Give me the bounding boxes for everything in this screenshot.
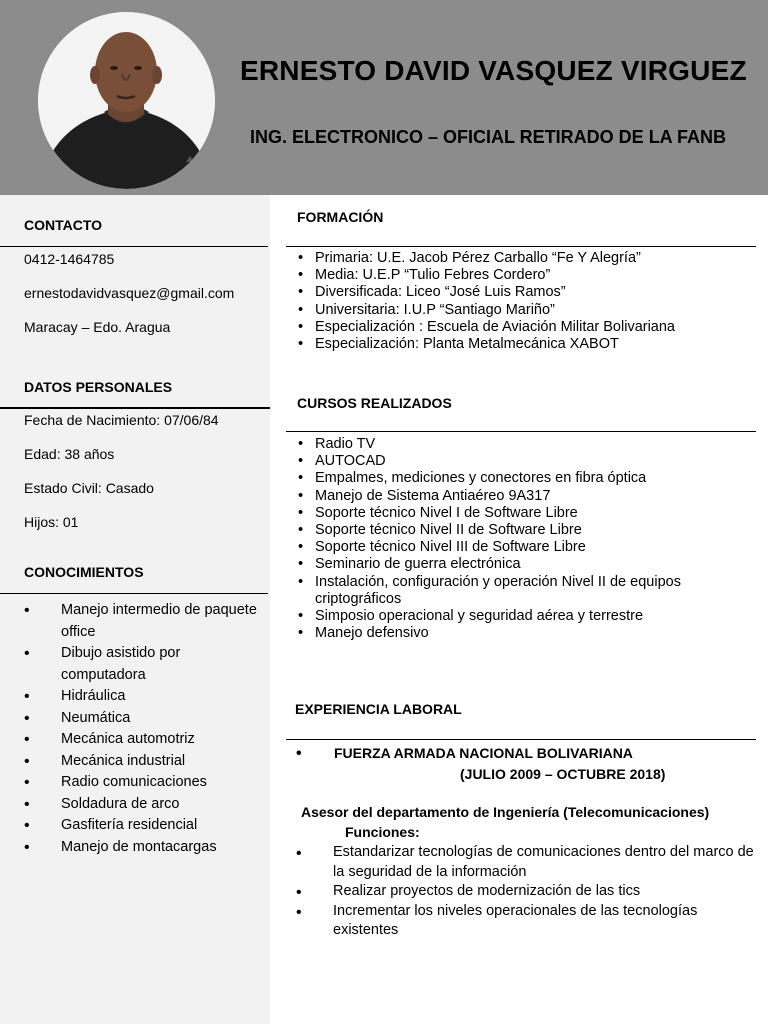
list-item: • Especialización: Planta Metalmecánica XABOT bbox=[298, 336, 619, 353]
bullet-icon: • bbox=[24, 752, 30, 770]
courses-list bbox=[296, 436, 756, 642]
list-item: • Radio TV bbox=[298, 436, 376, 452]
bullet-icon: • bbox=[24, 602, 30, 619]
candidate-name: ERNESTO DAVID VASQUEZ VIRGUEZ bbox=[240, 55, 747, 86]
contact-title: CONTACTO bbox=[24, 217, 103, 233]
bullet-icon: • bbox=[296, 845, 302, 862]
personal-title: DATOS PERSONALES bbox=[24, 379, 173, 395]
bullet-icon: • bbox=[298, 453, 304, 470]
bullet-icon: • bbox=[298, 539, 304, 556]
list-item: • Dibujo asistido por computadora bbox=[24, 645, 181, 683]
bullet-icon: • bbox=[298, 556, 304, 573]
bullet-icon: • bbox=[298, 625, 304, 642]
list-item: • Manejo de montacargas bbox=[22, 837, 267, 859]
list-item: • Mecánica industrial bbox=[22, 751, 267, 773]
bullet-icon: • bbox=[296, 884, 302, 901]
bullet-icon: • bbox=[298, 436, 304, 452]
list-item: • Manejo intermedio de paquete office bbox=[24, 602, 257, 640]
bullet-icon: • bbox=[298, 318, 304, 335]
bullet-icon: • bbox=[298, 301, 304, 318]
experience-period: (JULIO 2009 – OCTUBRE 2018) bbox=[460, 766, 666, 782]
experience-role: Asesor del departamento de Ingeniería (Telecomunicaciones) bbox=[301, 804, 710, 820]
list-item: • Diversificada: Liceo “José Luis Ramos” bbox=[298, 284, 566, 301]
courses-divider bbox=[286, 431, 756, 432]
contact-email: ernestodavidvasquez@gmail.com bbox=[24, 285, 235, 301]
personal-civil-status: Estado Civil: Casado bbox=[24, 480, 154, 496]
list-item: • Mecánica automotriz bbox=[22, 729, 267, 751]
knowledge-divider bbox=[0, 593, 268, 594]
list-item: • Estandarizar tecnologías de comunicaciones dentro del marco de la seguridad de la información bbox=[296, 844, 754, 880]
experience-title: EXPERIENCIA LABORAL bbox=[295, 701, 462, 717]
experience-divider bbox=[286, 739, 756, 740]
experience-employer: • FUERZA ARMADA NACIONAL BOLIVARIANA bbox=[296, 745, 633, 762]
bullet-icon: • bbox=[24, 709, 30, 727]
list-item: • Soporte técnico Nivel II de Software Libre bbox=[298, 522, 582, 539]
bullet-icon: • bbox=[298, 487, 304, 504]
list-item: • Media: U.E.P “Tulio Febres Cordero” bbox=[298, 267, 551, 284]
list-item: • Especialización : Escuela de Aviación Militar Bolivariana bbox=[298, 318, 676, 335]
candidate-subtitle: ING. ELECTRONICO – OFICIAL RETIRADO DE LA FANB bbox=[250, 127, 727, 147]
courses-title: CURSOS REALIZADOS bbox=[297, 395, 452, 411]
bullet-icon: • bbox=[298, 336, 304, 353]
list-item: • Primaria: U.E. Jacob Pérez Carballo “Fe Y Alegría” bbox=[298, 250, 641, 266]
bullet-icon: • bbox=[298, 504, 304, 521]
header-banner bbox=[0, 0, 768, 195]
bullet-icon: • bbox=[298, 522, 304, 539]
list-item: • Instalación, configuración y operación Nivel II de equipos criptográficos bbox=[298, 573, 681, 607]
bullet-icon: • bbox=[24, 731, 30, 748]
bullet-icon: • bbox=[24, 838, 30, 856]
list-item: • Realizar proyectos de modernización de las tics bbox=[296, 883, 641, 901]
list-item: • Soldadura de arco bbox=[22, 794, 267, 816]
knowledge-title: CONOCIMIENTOS bbox=[24, 564, 144, 580]
bullet-icon: • bbox=[298, 250, 304, 266]
education-title: FORMACIÓN bbox=[297, 209, 384, 225]
list-item: • Manejo de Sistema Antiaéreo 9A317 bbox=[298, 487, 551, 504]
experience-functions-list bbox=[296, 843, 756, 941]
list-item: • Hidráulica bbox=[22, 686, 267, 708]
list-item: • Radio comunicaciones bbox=[22, 772, 267, 794]
bullet-icon: • bbox=[24, 645, 30, 662]
list-item: • Soporte técnico Nivel III de Software Libre bbox=[298, 539, 586, 556]
list-item: • AUTOCAD bbox=[298, 453, 386, 470]
education-list bbox=[296, 250, 756, 353]
list-item: • Manejo defensivo bbox=[298, 625, 429, 642]
list-item: • Universitaria: I.U.P “Santiago Mariño” bbox=[298, 301, 555, 318]
education-divider bbox=[286, 246, 756, 247]
bullet-icon: • bbox=[24, 795, 30, 813]
bullet-icon: • bbox=[24, 688, 30, 705]
personal-divider bbox=[0, 407, 270, 409]
bullet-icon: • bbox=[298, 284, 304, 301]
profile-photo bbox=[38, 12, 215, 189]
person-portrait-icon bbox=[38, 12, 215, 189]
bullet-icon: • bbox=[298, 573, 304, 590]
list-item: • Seminario de guerra electrónica bbox=[298, 556, 521, 573]
bullet-icon: • bbox=[298, 470, 304, 487]
experience-functions-label: Funciones: bbox=[345, 824, 420, 840]
list-item: • Simposio operacional y seguridad aérea y terrestre bbox=[298, 608, 644, 625]
bullet-icon: • bbox=[298, 608, 304, 625]
bullet-icon: • bbox=[24, 817, 30, 834]
list-item: • Neumática bbox=[22, 708, 267, 730]
list-item: • Incrementar los niveles operacionales de las tecnologías existentes bbox=[296, 902, 698, 938]
bullet-icon: • bbox=[296, 903, 302, 921]
contact-location: Maracay – Edo. Aragua bbox=[24, 319, 171, 335]
personal-children: Hijos: 01 bbox=[24, 514, 79, 530]
contact-phone: 0412-1464785 bbox=[24, 251, 115, 267]
bullet-icon: • bbox=[298, 267, 304, 284]
personal-age: Edad: 38 años bbox=[24, 446, 115, 462]
knowledge-list bbox=[22, 600, 267, 858]
list-item: • Soporte técnico Nivel I de Software Libre bbox=[298, 504, 578, 521]
contact-divider bbox=[0, 246, 268, 247]
bullet-icon: • bbox=[24, 774, 30, 791]
list-item: • Gasfitería residencial bbox=[22, 815, 267, 837]
bullet-icon: • bbox=[296, 745, 302, 762]
personal-birth: Fecha de Nacimiento: 07/06/84 bbox=[24, 412, 219, 428]
list-item: • Empalmes, mediciones y conectores en fibra óptica bbox=[298, 470, 647, 487]
